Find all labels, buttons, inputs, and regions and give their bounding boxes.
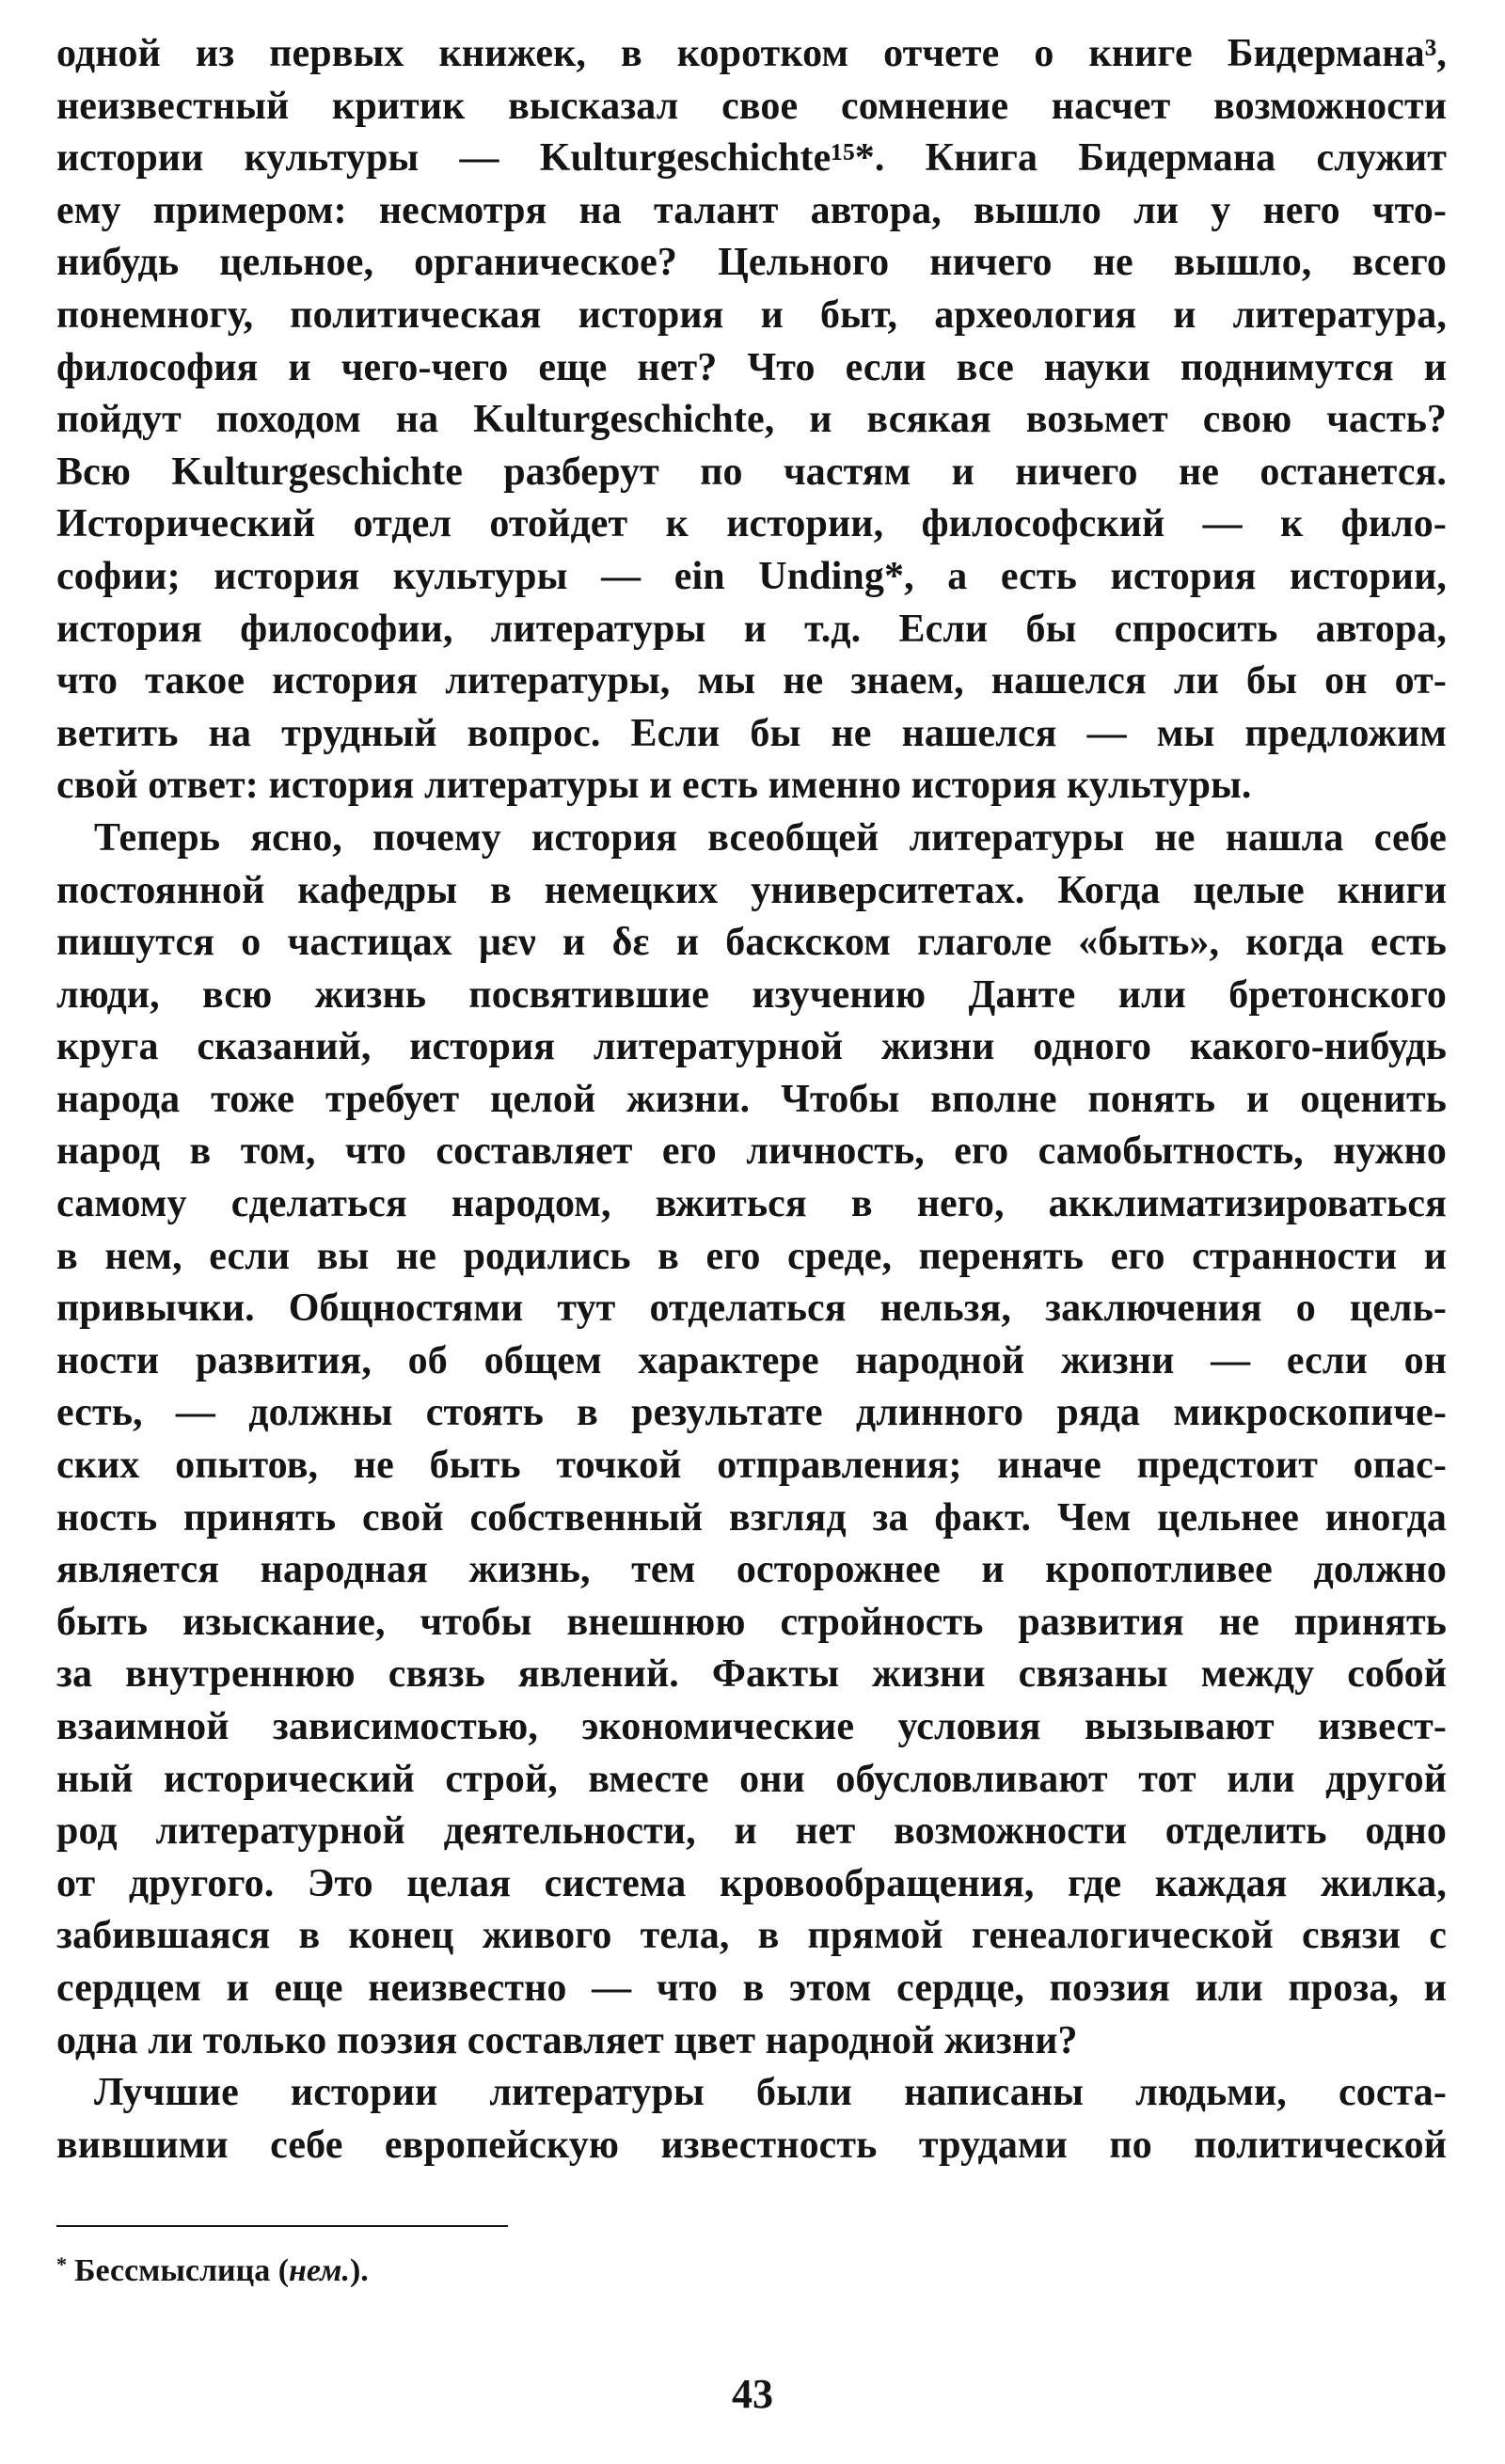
text-line: быть изыскание, чтобы внешнюю стройность развития не принять [56, 1600, 1447, 1644]
text-line: свой ответ: история литературы и есть именно история культуры. [56, 764, 1252, 808]
text-line: неизвестный критик высказал свое сомнение насчет возможности [56, 84, 1447, 128]
text-line: в нем, если вы не родились в его среде, перенять его странности и [56, 1234, 1447, 1278]
text-line: сердцем и еще неизвестно — что в этом сердце, поэзия или проза, и [56, 1966, 1447, 2010]
text-line: от другого. Это целая система кровообращения, где каждая жилка, [56, 1861, 1447, 1905]
text-line: пойдут походом на Kulturgeschichte, и всякая возьмет свою часть? [56, 398, 1447, 442]
text-line: понемногу, политическая история и быт, археология и литература, [56, 292, 1447, 337]
footnote-text: Бессмыслица ( [74, 2253, 290, 2288]
footnote-mark: * [56, 2252, 67, 2276]
text-line: забившаяся в конец живого тела, в прямой генеалогической связи с [56, 1914, 1447, 1958]
text-line: ему примером: несмотря на талант автора, вышло ли у него что- [56, 188, 1447, 232]
text-line: вившими себе европейскую известность трудами по политической [56, 2123, 1447, 2167]
text-line: Лучшие истории литературы были написаны людьми, соста- [94, 2071, 1447, 2115]
text-line: круга сказаний, история литературной жизни одного какого-нибудь [56, 1025, 1447, 1069]
text-line: одной из первых книжек, в коротком отчете о книге Бидермана³, [56, 32, 1447, 75]
text-line: ветить на трудный вопрос. Если бы не нашелся — мы предложим [56, 711, 1447, 755]
text-line: за внутреннюю связь явлений. Факты жизни связаны между собой [56, 1652, 1447, 1697]
text-line: Теперь ясно, почему история всеобщей литературы не нашла себе [94, 815, 1447, 860]
page-number: 43 [732, 2371, 773, 2417]
text-line: нибудь цельное, органическое? Цельного ничего не вышло, всего [56, 241, 1447, 285]
text-line: Всю Kulturgeschichte разберут по частям и ничего не останется. [56, 450, 1447, 494]
text-line: люди, всю жизнь посвятившие изучению Данте или бретонского [56, 972, 1447, 1017]
text-line: что такое история литературы, мы не знаем, нашелся ли бы он от- [56, 659, 1447, 703]
text-line: истории культуры — Kulturgeschichte¹⁵*. Книга Бидермана служит [56, 136, 1447, 181]
text-line: род литературной деятельности, и нет возможности отделить одно [56, 1809, 1447, 1854]
text-line: история философии, литературы и т.д. Если бы спросить автора, [56, 607, 1447, 651]
text-line: одна ли только поэзия составляет цвет народной жизни? [56, 2018, 1078, 2062]
text-line: является народная жизнь, тем осторожнее и кропотливее должно [56, 1548, 1447, 1592]
footnote [56, 2246, 369, 2290]
text-line: народа тоже требует целой жизни. Чтобы вполне понять и оценить [56, 1077, 1447, 1121]
text-line: народ в том, что составляет его личность, его самобытность, нужно [56, 1129, 1447, 1174]
text-line: пишутся о частицах μεν и δε и баскском глаголе «быть», когда есть [56, 921, 1447, 965]
text-line: ских опытов, не быть точкой отправления; иначе предстоит опас- [56, 1444, 1447, 1488]
text-line: философия и чего-чего еще нет? Что если все науки поднимутся и [56, 345, 1447, 389]
text-line: ный исторический строй, вместе они обусловливают тот или другой [56, 1757, 1447, 1801]
text-line: есть, — должны стоять в результате длинного ряда микроскопиче- [56, 1391, 1447, 1435]
footnote-abbreviation: нем. [289, 2253, 350, 2288]
body-text [56, 28, 1447, 2172]
text-line: ности развития, об общем характере народной жизни — если он [56, 1338, 1447, 1382]
text-line: постоянной кафедры в немецких университетах. Когда целые книги [56, 868, 1447, 912]
footnote-divider [56, 2225, 508, 2227]
text-line: софии; история культуры — ein Unding*, а есть история истории, [56, 554, 1447, 598]
text-line: ность принять свой собственный взгляд за факт. Чем цельнее иногда [56, 1495, 1447, 1540]
text-line: привычки. Общностями тут отделаться нельзя, заключения о цель- [56, 1287, 1447, 1331]
footnote-close: ). [349, 2253, 369, 2288]
text-line: Исторический отдел отойдет к истории, философский — к фило- [56, 502, 1447, 546]
text-line: взаимной зависимостью, экономические условия вызывают извест- [56, 1705, 1447, 1748]
text-line: самому сделаться народом, вжиться в него, акклиматизироваться [56, 1182, 1447, 1226]
